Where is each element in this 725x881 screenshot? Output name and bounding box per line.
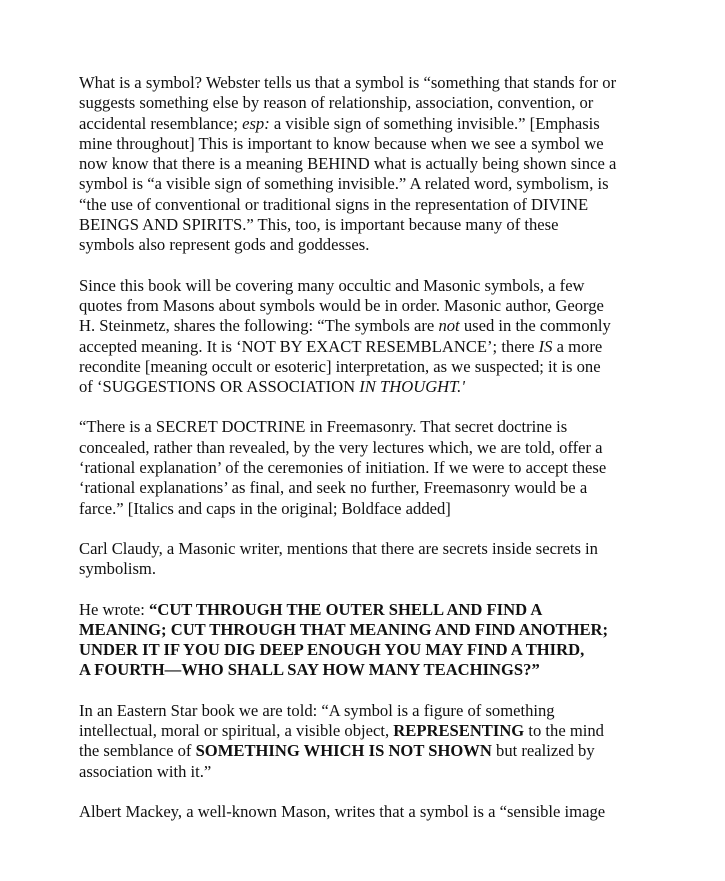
bold-text: MEANING; CUT THROUGH THAT MEANING AND FIND ANOTHER; bbox=[79, 619, 609, 639]
text-line bbox=[79, 337, 669, 357]
bold-text: SOMETHING WHICH IS NOT SHOWN bbox=[195, 741, 492, 761]
text-line bbox=[79, 296, 669, 316]
text-run: accidental resemblance; bbox=[79, 113, 243, 133]
text-run: Carl Claudy, a Masonic writer, mentions that there are secrets inside secrets in bbox=[79, 538, 598, 558]
text-run: recondite [meaning occult or esoteric] interpretation, as we suspected; it is one bbox=[79, 356, 601, 376]
document-page bbox=[79, 73, 669, 842]
text-line bbox=[79, 721, 669, 741]
text-run: but realized by bbox=[491, 741, 595, 761]
bold-text: “CUT THROUGH THE OUTER SHELL AND FIND A bbox=[149, 599, 543, 619]
text-line bbox=[79, 174, 669, 194]
text-run: now know that there is a meaning BEHIND what is actually being shown since a bbox=[79, 154, 617, 174]
text-run: H. Steinmetz, shares the following: “The symbols are bbox=[79, 316, 439, 336]
paragraph bbox=[79, 701, 669, 782]
text-line bbox=[79, 762, 669, 782]
text-line bbox=[79, 701, 669, 721]
text-run: symbols also represent gods and goddesses. bbox=[79, 235, 370, 255]
italic-text: esp: bbox=[242, 113, 270, 133]
text-run: ‘rational explanations’ as final, and seek no further, Freemasonry would be a bbox=[79, 478, 588, 498]
text-line bbox=[79, 640, 669, 660]
text-run: association with it.” bbox=[79, 761, 212, 781]
text-run: accepted meaning. It is ‘NOT BY EXACT RESEMBLANCE’; there bbox=[79, 336, 539, 356]
text-line bbox=[79, 559, 669, 579]
text-run: symbol is “a visible sign of something invisible.” A related word, symbolism, is bbox=[79, 174, 609, 194]
text-line bbox=[79, 458, 669, 478]
italic-text: IN THOUGHT.' bbox=[359, 377, 465, 397]
text-run: mine throughout] This is important to know because when we see a symbol we bbox=[79, 133, 604, 153]
text-line bbox=[79, 134, 669, 154]
text-line bbox=[79, 357, 669, 377]
text-run: What is a symbol? Webster tells us that a symbol is “something that stands for or bbox=[79, 73, 617, 92]
text-line bbox=[79, 802, 669, 822]
italic-text: not bbox=[438, 316, 460, 336]
text-line bbox=[79, 195, 669, 215]
text-line bbox=[79, 235, 669, 255]
text-run: “There is a SECRET DOCTRINE in Freemasonry. That secret doctrine is bbox=[79, 417, 568, 437]
text-line bbox=[79, 215, 669, 235]
paragraph bbox=[79, 600, 669, 681]
bold-text: REPRESENTING bbox=[393, 721, 525, 741]
text-run: farce.” [Italics and caps in the original; Boldface added] bbox=[79, 498, 451, 518]
text-run: symbolism. bbox=[79, 559, 156, 579]
text-run: to the mind bbox=[524, 721, 604, 741]
text-run: Albert Mackey, a well-known Mason, writes that a symbol is a “sensible image bbox=[79, 801, 606, 821]
text-line bbox=[79, 154, 669, 174]
paragraph bbox=[79, 417, 669, 518]
text-run: concealed, rather than revealed, by the very lectures which, we are told, offer a bbox=[79, 437, 603, 457]
text-line bbox=[79, 620, 669, 640]
text-line bbox=[79, 660, 669, 680]
text-line bbox=[79, 93, 669, 113]
text-line bbox=[79, 438, 669, 458]
text-line bbox=[79, 377, 669, 397]
text-run: ‘rational explanation’ of the ceremonies of initiation. If we were to accept these bbox=[79, 458, 607, 478]
text-line bbox=[79, 276, 669, 296]
text-line bbox=[79, 499, 669, 519]
text-run: a more bbox=[552, 336, 603, 356]
text-line bbox=[79, 539, 669, 559]
text-run: suggests something else by reason of relationship, association, convention, or bbox=[79, 93, 594, 113]
paragraph bbox=[79, 276, 669, 398]
text-run: used in the commonly bbox=[459, 316, 611, 336]
text-line bbox=[79, 316, 669, 336]
text-line bbox=[79, 73, 669, 93]
text-run: In an Eastern Star book we are told: “A symbol is a figure of something bbox=[79, 700, 555, 720]
text-run: the semblance of bbox=[79, 741, 196, 761]
text-line bbox=[79, 478, 669, 498]
paragraph bbox=[79, 539, 669, 580]
text-line bbox=[79, 417, 669, 437]
paragraph bbox=[79, 802, 669, 822]
text-run: Since this book will be covering many occultic and Masonic symbols, a few bbox=[79, 275, 585, 295]
text-line bbox=[79, 741, 669, 761]
text-run: intellectual, moral or spiritual, a visible object, bbox=[79, 721, 394, 741]
text-run: quotes from Masons about symbols would be in order. Masonic author, George bbox=[79, 295, 604, 315]
text-run: a visible sign of something invisible.” [Emphasis bbox=[269, 113, 600, 133]
text-line bbox=[79, 114, 669, 134]
text-line bbox=[79, 600, 669, 620]
text-run: BEINGS AND SPIRITS.” This, too, is important because many of these bbox=[79, 215, 559, 235]
bold-text: UNDER IT IF YOU DIG DEEP ENOUGH YOU MAY FIND A THIRD, bbox=[79, 640, 585, 660]
bold-text: A FOURTH—WHO SHALL SAY HOW MANY TEACHINGS?” bbox=[79, 660, 540, 680]
paragraph bbox=[79, 73, 669, 256]
text-run: He wrote: bbox=[79, 599, 150, 619]
text-run: of ‘SUGGESTIONS OR ASSOCIATION bbox=[79, 377, 360, 397]
italic-text: IS bbox=[538, 336, 553, 356]
text-run: “the use of conventional or traditional signs in the representation of DIVINE bbox=[79, 194, 589, 214]
